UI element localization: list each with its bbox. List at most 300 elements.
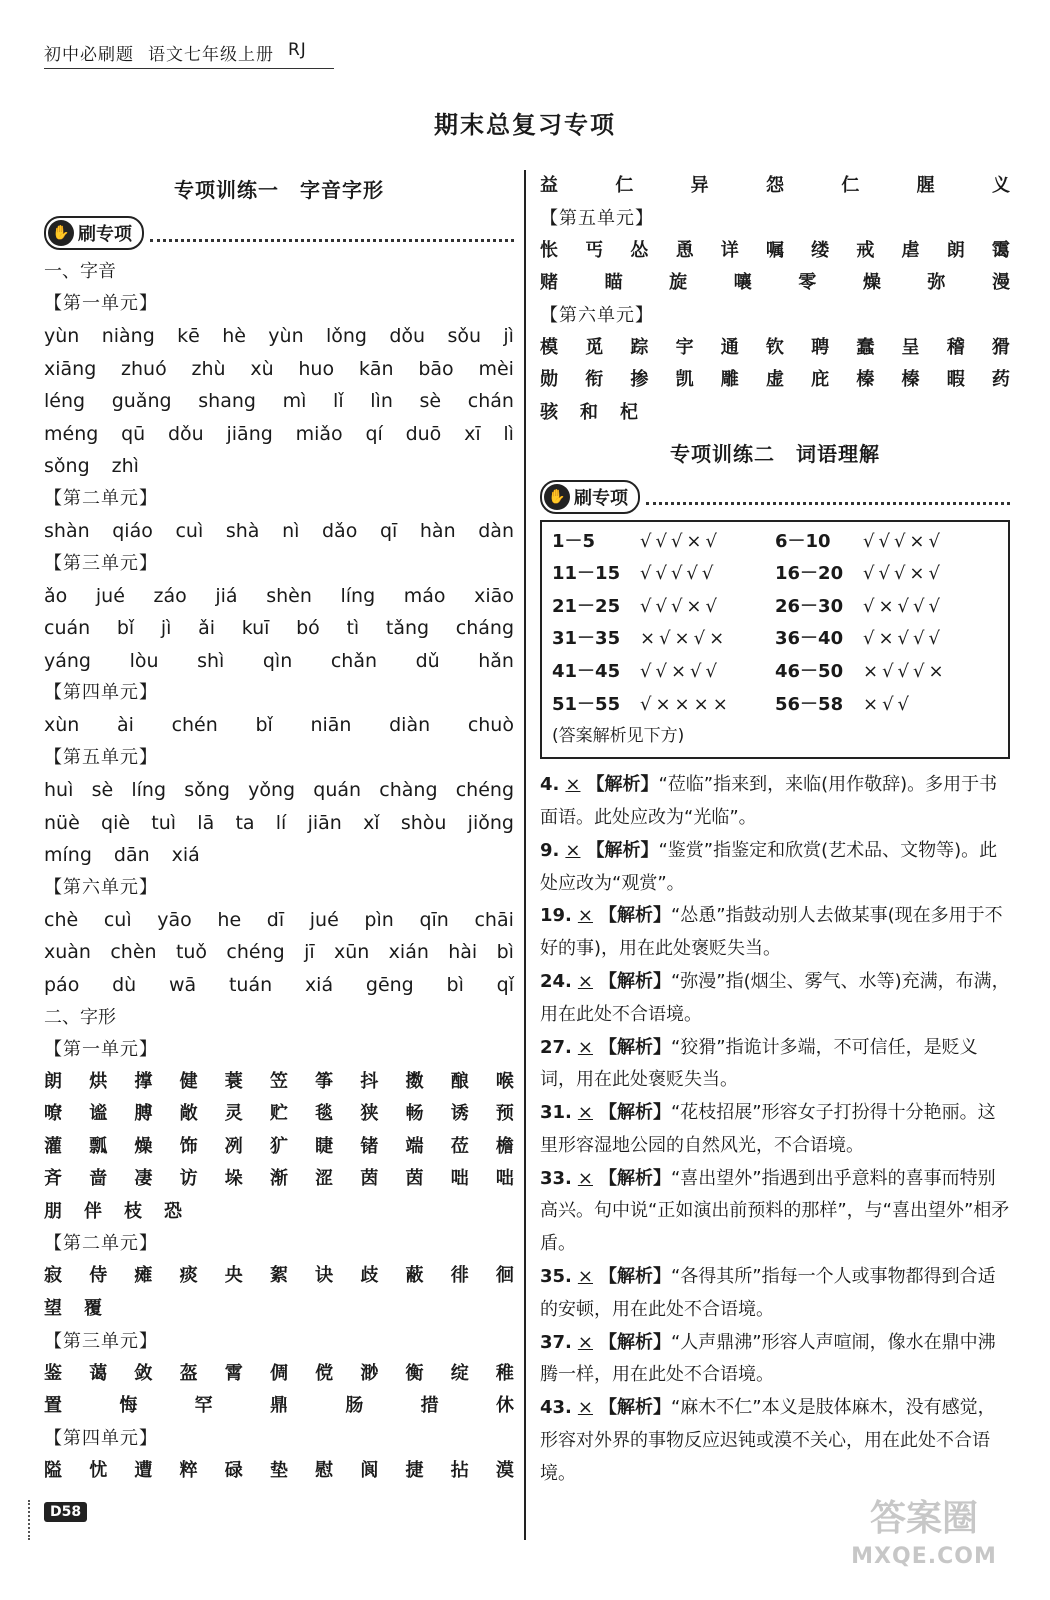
hanzi-char: 蓑 <box>224 1070 243 1092</box>
pinyin-word: lǐ <box>333 390 344 413</box>
pinyin-word: chuò <box>467 714 514 737</box>
pinyin-word: kān <box>358 357 394 380</box>
pinyin-word: jué <box>309 908 339 931</box>
hanzi-char: 端 <box>405 1135 424 1157</box>
explanation-number: 31. <box>540 1102 572 1124</box>
explanation-tag: 【解析】 <box>598 1102 671 1124</box>
explanation-item <box>540 1163 1010 1261</box>
text-line <box>44 1196 514 1229</box>
pinyin-word: hàn <box>419 519 456 542</box>
pinyin-word: jiāng <box>226 422 273 445</box>
tag-label: 刷专项 <box>574 487 628 509</box>
explanation-number: 33. <box>540 1167 572 1189</box>
unit-label: 【第三单元】 <box>44 1330 158 1352</box>
hanzi-char: 诀 <box>315 1265 334 1287</box>
answer-range: 51－55 <box>552 693 621 715</box>
pinyin-word: qiè <box>101 811 131 834</box>
explanation-mark: × <box>565 774 581 796</box>
hanzi-char: 恐 <box>164 1200 182 1222</box>
pinyin-word: kuī <box>241 617 270 640</box>
hanzi-char: 罕 <box>194 1395 213 1417</box>
answer-range: 46－50 <box>775 660 844 682</box>
hanzi-char: 饰 <box>179 1135 198 1157</box>
pinyin-word: xiá <box>171 844 200 867</box>
hand-icon: ✋ <box>48 220 74 246</box>
pinyin-word: xùn <box>44 714 80 737</box>
pinyin-word: qī <box>379 519 398 542</box>
hanzi-char: 瞄 <box>604 272 623 294</box>
hanzi-char: 抖 <box>360 1070 379 1092</box>
text-line <box>44 1098 514 1131</box>
pinyin-word: xiāng <box>44 357 97 380</box>
pinyin-word: qīn <box>419 908 449 931</box>
explanation-item <box>540 900 1010 966</box>
explanation-number: 37. <box>540 1331 572 1353</box>
hanzi-char: 骇 <box>540 401 558 423</box>
unit-label: 【第六单元】 <box>44 876 158 898</box>
hanzi-char: 模 <box>540 336 558 358</box>
pinyin-word: xù <box>250 357 274 380</box>
hanzi-char: 朗 <box>946 239 965 261</box>
answer-row <box>552 656 998 689</box>
running-header <box>44 40 334 69</box>
hanzi-char: 霭 <box>991 239 1010 261</box>
hanzi-char: 啬 <box>89 1168 108 1190</box>
text-line <box>540 170 1010 203</box>
explanation-number: 35. <box>540 1266 572 1288</box>
pinyin-word: míng <box>44 844 92 867</box>
hanzi-char: 腥 <box>916 175 935 196</box>
pinyin-word: xūn <box>333 941 370 964</box>
hanzi-char: 畅 <box>405 1103 424 1125</box>
answer-marks: √×√√√ <box>863 595 944 617</box>
answer-range: 16－20 <box>775 563 844 585</box>
pinyin-word: shàn <box>44 519 90 542</box>
explanation-mark: × <box>577 1167 593 1189</box>
hanzi-char: 笠 <box>269 1070 288 1092</box>
explanation-text: “喜出望外”指遇到出乎意料的喜事而特别高兴。句中说“正如演出前预料的那样”，与“喜出望外”相矛盾。 <box>540 1167 1010 1255</box>
explanation-mark: × <box>577 1266 593 1288</box>
hanzi-char: 倜 <box>269 1362 288 1384</box>
pinyin-word: chén <box>171 714 218 737</box>
pinyin-word: hài <box>448 941 478 964</box>
hanzi-char: 嘱 <box>765 239 784 261</box>
pinyin-word: xuàn <box>44 941 91 964</box>
hanzi-char: 隘 <box>44 1459 62 1481</box>
pinyin-word: lòu <box>129 649 159 672</box>
explanation-number: 19. <box>540 905 572 927</box>
unit-label: 【第五单元】 <box>44 746 158 768</box>
answer-marks: ×√×√× <box>640 628 729 650</box>
part-heading-pinyin: 一、字音 <box>44 261 116 282</box>
hanzi-char: 遭 <box>134 1459 153 1481</box>
hanzi-char: 戒 <box>856 239 875 261</box>
pinyin-word: nüè <box>44 811 80 834</box>
hanzi-char: 踪 <box>630 336 649 358</box>
pinyin-word: tǎng <box>385 617 430 640</box>
answer-marks: √√√√√ <box>640 563 718 585</box>
explanation-number: 43. <box>540 1397 572 1419</box>
hanzi-char: 捷 <box>405 1459 424 1481</box>
text-line <box>540 267 1010 300</box>
pinyin-word: chǎn <box>330 649 378 672</box>
explanation-text: “怂恿”指鼓动别人去做某事(现在多用于不好的事)，用在此处褒贬失当。 <box>540 905 1003 960</box>
footer-dots <box>28 1500 38 1540</box>
hanzi-char: 烘 <box>89 1070 108 1092</box>
hanzi-char: 檐 <box>495 1135 514 1157</box>
explanation-tag: 【解析】 <box>598 1331 671 1353</box>
hanzi-char: 贮 <box>269 1103 288 1125</box>
answer-row <box>552 623 998 656</box>
pinyin-word: léng <box>44 390 86 413</box>
explanation-mark: × <box>577 1102 593 1124</box>
answer-cell <box>552 689 775 722</box>
hanzi-char: 垛 <box>224 1168 243 1190</box>
answer-grid <box>552 526 998 722</box>
hanzi-char: 详 <box>720 239 739 261</box>
pinyin-word: chán <box>467 390 514 413</box>
hanzi-char: 粹 <box>179 1459 198 1481</box>
text-line <box>44 515 514 548</box>
answer-cell <box>552 591 775 624</box>
explanation-mark: × <box>577 1397 593 1419</box>
text-line <box>44 807 514 840</box>
hanzi-char: 旋 <box>669 272 688 294</box>
pinyin-word: dǔ <box>415 649 440 672</box>
hanzi-char: 茵 <box>360 1168 379 1190</box>
hanzi-char: 宇 <box>675 336 694 358</box>
hanzi-char: 杞 <box>620 401 638 423</box>
pinyin-word: chè <box>44 908 79 931</box>
text-line <box>44 450 514 483</box>
hanzi-char: 嘹 <box>44 1103 62 1125</box>
pinyin-word: nì <box>282 519 300 542</box>
pinyin-word: dǒu <box>167 422 204 445</box>
explanation-text: “狡猾”指诡计多端，不可信任，是贬义词，用在此处褒贬失当。 <box>540 1036 978 1091</box>
explanation-number: 9. <box>540 839 560 861</box>
hanzi-char: 痰 <box>179 1265 198 1287</box>
answer-range: 41－45 <box>552 660 621 682</box>
pinyin-word: yāo <box>157 908 192 931</box>
section-tag <box>540 480 640 514</box>
hanzi-char: 霄 <box>224 1362 243 1384</box>
answer-cell <box>552 623 775 656</box>
tag-row-1 <box>44 216 514 250</box>
explanation-item <box>540 835 1010 901</box>
hanzi-char: 益 <box>540 175 558 196</box>
pinyin-word: záo <box>153 584 187 607</box>
pinyin-word: yùn <box>44 325 80 347</box>
pinyin-word: zhì <box>111 455 139 478</box>
pinyin-word: miǎo <box>295 422 343 445</box>
hanzi-char: 觅 <box>585 336 604 358</box>
explanation-mark: × <box>565 839 581 861</box>
explanation-item <box>540 1032 1010 1098</box>
answer-cell <box>775 591 998 624</box>
hanzi-char: 拈 <box>450 1459 469 1481</box>
pinyin-word: ài <box>116 714 134 737</box>
answer-range: 21－25 <box>552 595 621 617</box>
hanzi-char: 侍 <box>89 1265 108 1287</box>
answer-box <box>540 520 1010 760</box>
answer-note: (答案解析见下方) <box>552 726 685 747</box>
explanation-item <box>540 1261 1010 1327</box>
pinyin-word: bì <box>496 941 514 964</box>
text-line <box>44 320 514 353</box>
answer-cell <box>552 526 775 559</box>
hanzi-char: 咄 <box>450 1168 469 1190</box>
hanzi-char: 灌 <box>44 1135 62 1157</box>
text-line <box>44 839 514 872</box>
unit-label: 【第四单元】 <box>44 1427 158 1449</box>
explanation-tag: 【解析】 <box>598 1036 671 1058</box>
answer-cell <box>775 526 998 559</box>
pinyin-word: sè <box>419 390 442 413</box>
pinyin-word: dù <box>112 973 137 996</box>
pinyin-word: qí <box>365 422 383 445</box>
pinyin-word: lìn <box>370 390 393 413</box>
pinyin-word: guǎng <box>111 390 172 413</box>
pinyin-word: bì <box>446 973 464 996</box>
hanzi-char: 盔 <box>179 1362 198 1384</box>
pinyin-word: lì <box>503 422 514 445</box>
answer-marks: √√√×√ <box>640 530 721 552</box>
section-title-2: 专项训练二 词语理解 <box>670 441 880 466</box>
hanzi-char: 蠢 <box>856 336 875 358</box>
pinyin-word: chéng <box>226 941 285 964</box>
pinyin-word: jué <box>95 584 125 607</box>
answer-range: 31－35 <box>552 628 621 650</box>
hanzi-char: 异 <box>690 175 709 196</box>
pinyin-word: huì <box>44 778 74 801</box>
hanzi-char: 虚 <box>765 369 784 391</box>
explanation-mark: × <box>577 1036 593 1058</box>
hanzi-char: 寂 <box>44 1265 62 1287</box>
text-line <box>44 645 514 678</box>
explanation-number: 27. <box>540 1036 572 1058</box>
hanzi-char: 凄 <box>134 1168 153 1190</box>
answer-row <box>552 558 998 591</box>
hanzi-char: 嚷 <box>733 272 752 294</box>
pinyin-word: cháng <box>455 617 514 640</box>
answer-marks: ×√√ <box>863 693 914 715</box>
hanzi-char: 瘫 <box>134 1265 153 1287</box>
right-column <box>540 170 1010 1491</box>
explanation-item <box>540 1327 1010 1393</box>
hanzi-char: 漠 <box>495 1459 514 1481</box>
unit-label: 【第二单元】 <box>44 1233 158 1255</box>
page-number: D58 <box>44 1502 87 1522</box>
hanzi-char: 恿 <box>675 239 694 261</box>
explanation-text: “麻木不仁”本义是肢体麻木，没有感觉，形容对外界的事物反应迟钝或漠不关心，用在此处不合语境。 <box>540 1397 996 1484</box>
pinyin-word: sǒng <box>44 455 90 478</box>
hanzi-char: 冽 <box>224 1135 243 1157</box>
hanzi-char: 敞 <box>179 1103 198 1125</box>
text-line <box>44 1260 514 1293</box>
pinyin-word: kē <box>177 325 200 347</box>
pinyin-word: líng <box>340 584 376 607</box>
hanzi-char: 垫 <box>269 1459 288 1481</box>
section-title-1: 专项训练一 字音字形 <box>174 178 384 202</box>
hanzi-char: 筝 <box>315 1070 334 1092</box>
hanzi-char: 诱 <box>450 1103 469 1125</box>
hanzi-char: 漫 <box>991 272 1010 294</box>
hanzi-char: 锗 <box>360 1135 379 1157</box>
explanation-item <box>540 1392 1010 1490</box>
pinyin-word: jiá <box>215 584 238 607</box>
text-line <box>540 235 1010 268</box>
text-line <box>44 353 514 386</box>
pinyin-word: bǐ <box>116 617 135 640</box>
answer-range: 26－30 <box>775 595 844 617</box>
hanzi-char: 斉 <box>44 1168 62 1190</box>
hanzi-char: 掺 <box>630 369 649 391</box>
answer-range: 1－5 <box>552 530 596 552</box>
hanzi-char: 徘 <box>450 1265 469 1287</box>
hanzi-char: 衔 <box>585 369 604 391</box>
pinyin-word: jì <box>160 617 172 640</box>
pinyin-word: sè <box>91 778 114 801</box>
answer-cell <box>775 623 998 656</box>
hanzi-char: 呈 <box>901 336 920 358</box>
hanzi-char: 健 <box>179 1070 198 1092</box>
answer-cell <box>552 656 775 689</box>
hanzi-char: 喉 <box>495 1070 514 1092</box>
text-line <box>540 397 1010 430</box>
hanzi-char: 丐 <box>585 239 604 261</box>
hanzi-char: 通 <box>720 336 739 358</box>
hanzi-char: 慰 <box>315 1459 334 1481</box>
hanzi-char: 仁 <box>841 175 860 196</box>
pinyin-word: tuǒ <box>175 941 208 964</box>
explanation-text: “花枝招展”形容女子打扮得十分艳丽。这里形容湿地公园的自然风光，不合语境。 <box>540 1102 996 1156</box>
hanzi-char: 稽 <box>946 336 965 358</box>
pinyin-word: bó <box>296 617 320 640</box>
hanzi-char: 鼎 <box>269 1395 288 1417</box>
hanzi-char: 和 <box>580 401 598 423</box>
pinyin-word: líng <box>131 778 167 801</box>
pinyin-word: duō <box>405 422 442 445</box>
pinyin-word: chāi <box>474 908 514 931</box>
hanzi-char: 瓢 <box>89 1135 108 1157</box>
pinyin-word: cuán <box>44 617 91 640</box>
text-line <box>44 1066 514 1099</box>
pinyin-word: he <box>217 908 242 931</box>
hanzi-char: 休 <box>495 1395 514 1417</box>
column-divider <box>524 170 526 1540</box>
edition-code: RJ <box>288 40 307 60</box>
explanation-item <box>540 966 1010 1032</box>
pinyin-word: dǒu <box>389 325 426 347</box>
explanation-text: “莅临”指来到，来临(用作敬辞)。多用于书面语。此处应改为“光临”。 <box>540 774 998 828</box>
hanzi-char: 咄 <box>495 1168 514 1190</box>
explanation-tag: 【解析】 <box>598 970 671 992</box>
section-tag <box>44 216 144 250</box>
explanation-tag: 【解析】 <box>586 839 659 861</box>
pinyin-word: qǐ <box>496 973 514 996</box>
unit-label: 【第一单元】 <box>44 293 158 314</box>
text-line <box>44 904 514 937</box>
text-line <box>44 1390 514 1423</box>
pinyin-word: qìn <box>262 649 293 672</box>
pinyin-word: dī <box>266 908 285 931</box>
dotted-rule <box>646 488 1010 505</box>
pinyin-word: xī <box>464 422 481 445</box>
hanzi-char: 雕 <box>720 369 739 391</box>
answer-cell <box>552 558 775 591</box>
pinyin-word: bǐ <box>255 714 273 737</box>
text-line <box>44 774 514 807</box>
pinyin-word: dàn <box>478 519 514 542</box>
hanzi-char: 燥 <box>134 1135 153 1157</box>
hanzi-char: 撑 <box>134 1070 153 1092</box>
hanzi-char: 蔽 <box>405 1265 424 1287</box>
pinyin-word: xiá <box>304 973 334 996</box>
answer-marks: √√√×√ <box>863 563 944 585</box>
pinyin-word: cuì <box>175 519 204 542</box>
hanzi-char: 朗 <box>44 1070 62 1092</box>
hanzi-char: 阆 <box>360 1459 379 1481</box>
unit-label: 【第三单元】 <box>44 552 158 574</box>
hanzi-char: 猾 <box>991 336 1010 358</box>
pinyin-word: wā <box>169 973 197 996</box>
pinyin-word: xǐ <box>363 811 380 834</box>
hanzi-char: 央 <box>224 1265 243 1287</box>
hanzi-char: 怂 <box>630 239 649 261</box>
hanzi-char: 燥 <box>862 272 881 294</box>
series-name: 初中必刷题 <box>44 45 134 65</box>
pinyin-word: shòu <box>400 811 447 834</box>
tag-label: 刷专项 <box>78 224 132 245</box>
pinyin-word: yáng <box>44 649 91 672</box>
pinyin-word: méng <box>44 422 99 445</box>
explanation-mark: × <box>577 970 593 992</box>
hanzi-char: 朋 <box>44 1200 62 1222</box>
answer-cell <box>775 689 998 722</box>
hanzi-char: 碌 <box>224 1459 243 1481</box>
unit-label: 【第六单元】 <box>540 304 654 326</box>
answer-row <box>552 591 998 624</box>
text-line <box>540 364 1010 397</box>
pinyin-word: jì <box>503 325 514 347</box>
pinyin-word: jiǒng <box>467 811 514 834</box>
text-line <box>44 936 514 969</box>
hanzi-char: 药 <box>991 369 1010 391</box>
left-column <box>44 170 514 1487</box>
hanzi-char: 零 <box>798 272 817 294</box>
text-line <box>44 1163 514 1196</box>
hand-icon: ✋ <box>544 484 570 510</box>
hanzi-char: 绽 <box>450 1362 469 1384</box>
hanzi-char: 怨 <box>765 175 784 196</box>
pinyin-word: niān <box>310 714 352 737</box>
pinyin-word: shang <box>198 390 256 413</box>
answer-cell <box>775 558 998 591</box>
hanzi-char: 缕 <box>811 239 830 261</box>
hanzi-char: 凯 <box>675 369 694 391</box>
hanzi-char: 钦 <box>765 336 784 358</box>
explanation-mark: × <box>577 905 593 927</box>
hanzi-char: 措 <box>420 1395 439 1417</box>
pinyin-word: bāo <box>418 357 454 380</box>
pinyin-word: shèn <box>266 584 312 607</box>
pinyin-word: jī <box>304 941 315 964</box>
pinyin-word: shà <box>225 519 260 542</box>
hanzi-char: 毯 <box>315 1103 334 1125</box>
answer-range: 36－40 <box>775 628 844 650</box>
pinyin-word: máo <box>403 584 446 607</box>
hanzi-char: 涩 <box>315 1168 334 1190</box>
